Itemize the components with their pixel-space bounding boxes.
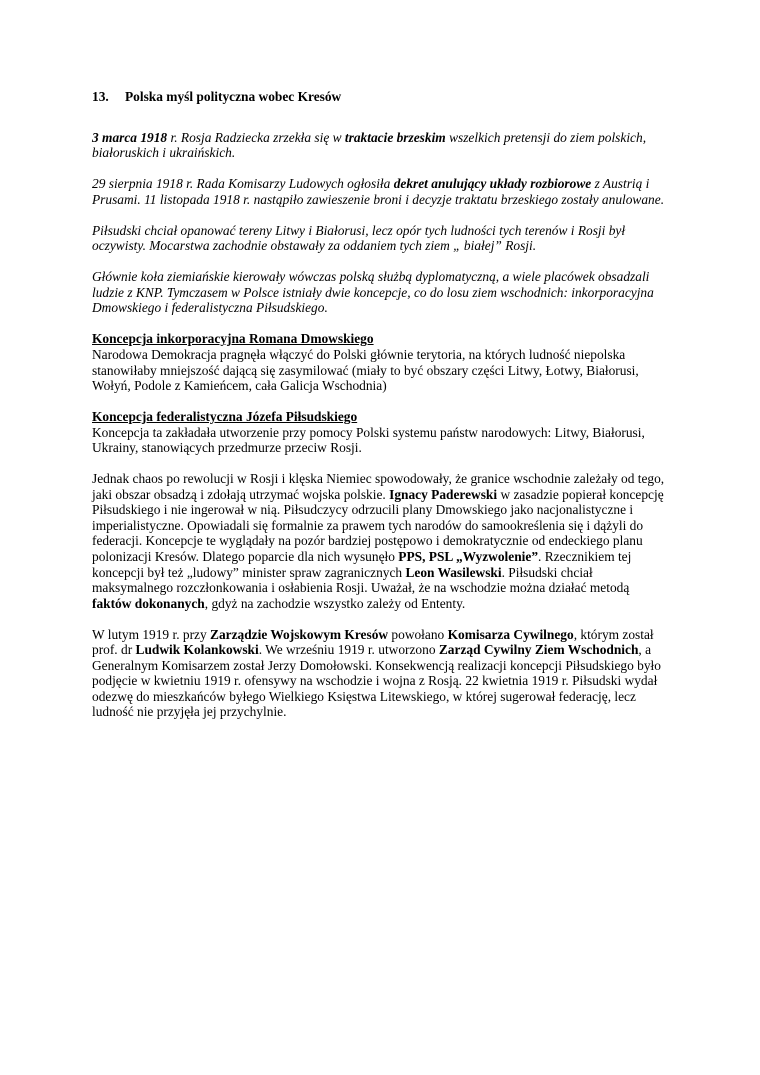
text-run: , którym został prof. dr bbox=[92, 626, 654, 658]
paragraph-brest-treaty bbox=[92, 130, 668, 161]
paragraph-1919-events bbox=[92, 627, 668, 720]
text-run: . Piłsudski chciał maksymalnego rozczłonkowania i osłabienia Rosji. Uważał, że na wschodzie można działać metodą bbox=[92, 564, 630, 596]
emphasized-text-run: 3 marca 1918 bbox=[92, 129, 168, 145]
emphasized-text-run: Leon Wasilewski bbox=[405, 564, 502, 580]
text-run: , gdyż na zachodzie wszystko zależy od Ententy. bbox=[204, 595, 466, 611]
text-run: z Austrią i Prusami. 11 listopada 1918 r. nastąpiło zawieszenie broni i decyzje traktatu brzeskiego zostały anulowane. bbox=[92, 176, 665, 207]
text-run: W lutym 1919 r. przy bbox=[92, 626, 211, 642]
emphasized-text-run: Koncepcja inkorporacyjna Romana Dmowskiego bbox=[92, 331, 374, 347]
text-run: Narodowa Demokracja pragnęła włączyć do Polski głównie terytoria, na których ludność niepolska stanowiłaby mniejszość dającą się zasymilować (miały to być obszary części Litwy, Łotwy, Białorusi, Wołyń, Podole z Kamieńcem, cała Galicja Wschodnia) bbox=[92, 347, 639, 394]
text-run: Piłsudski chciał opanować tereny Litwy i Białorusi, lecz opór tych ludności tych terenów i Rosji był oczywisty. Mocarstwa zachodnie obstawały za oddaniem tych ziem „ białej” Rosji. bbox=[92, 222, 626, 254]
paragraph-dmowski-concept bbox=[92, 347, 668, 394]
text-run: r. Rosja Radziecka zrzekła się w bbox=[167, 129, 345, 145]
section-heading-dmowski bbox=[92, 331, 668, 347]
emphasized-text-run: faktów dokonanych bbox=[92, 595, 205, 611]
paragraph-two-concepts bbox=[92, 269, 668, 316]
paragraph-decree bbox=[92, 176, 668, 207]
heading-number: 13. bbox=[92, 89, 109, 104]
emphasized-text-run: dekret anulujący układy rozbiorowe bbox=[393, 176, 592, 192]
emphasized-text-run: traktacie brzeskim bbox=[344, 129, 446, 145]
paragraph-chaos-after-revolution bbox=[92, 471, 668, 611]
text-run: , a Generalnym Komisarzem został Jerzy Domołowski. Konsekwencją realizacji koncepcji Piłsudskiego było podjęcie w kwietniu 1919 r. ofensywy na wschodzie i wojna z Rosją. 22 kwietnia 1919 r. Piłsudski wydał odezwę do mieszkańców byłego Wielkiego Księstwa Litewskiego, w której sugerował federację, lecz ludność nie przyjęła jej przychylnie. bbox=[92, 642, 661, 720]
text-run: powołano bbox=[388, 626, 448, 642]
text-run: Koncepcja ta zakładała utworzenie przy pomocy Polski systemu państw narodowych: Litwy, Białorusi, Ukrainy, stanowiących przedmurze przeciw Rosji. bbox=[92, 424, 645, 456]
emphasized-text-run: Koncepcja federalistyczna Józefa Piłsudskiego bbox=[92, 409, 358, 425]
emphasized-text-run: Komisarza Cywilnego bbox=[447, 626, 574, 642]
paragraph-pilsudski-concept bbox=[92, 425, 668, 456]
emphasized-text-run: Ludwik Kolankowski bbox=[135, 642, 259, 658]
text-run: wszelkich pretensji do ziem polskich, białoruskich i ukraińskich. bbox=[92, 129, 647, 161]
emphasized-text-run: PPS, PSL „Wyzwolenie” bbox=[398, 549, 539, 565]
text-run: 29 sierpnia 1918 r. Rada Komisarzy Ludowych ogłosiła bbox=[92, 176, 394, 192]
text-run: . We wrześniu 1919 r. utworzono bbox=[258, 642, 439, 658]
document-heading bbox=[92, 89, 668, 105]
text-run: w zasadzie popierał koncepcję Piłsudskiego i nie ingerował w nią. Piłsudczycy odrzucili plany Dmowskiego jako nacjonalistyczne i imperialistyczne. Opowiadali się formalnie za prawem tych narodów do samookreślenia się i dążyli do federacji. Koncepcje te wyglądały na pozór bardziej postępowo i demokratycznie od endeckiego planu polonizacji Kresów. Dlatego poparcie dla nich wysunęło bbox=[92, 486, 664, 565]
section-heading-pilsudski bbox=[92, 409, 668, 425]
document-body bbox=[92, 130, 668, 720]
emphasized-text-run: Zarząd Cywilny Ziem Wschodnich bbox=[438, 642, 639, 658]
heading-title: Polska myśl polityczna wobec Kresów bbox=[125, 89, 342, 104]
text-run: Głównie koła ziemiańskie kierowały wówczas polską służbą dyplomatyczną, a wiele placówek obsadzali ludzie z KNP. Tymczasem w Polsce istniały dwie koncepcje, co do losu ziem wschodnich: inkorporacyjna Dmowskiego i federalistyczna Piłsudskiego. bbox=[92, 269, 654, 316]
emphasized-text-run: Zarządzie Wojskowym Kresów bbox=[210, 626, 389, 642]
paragraph-pilsudski-plans bbox=[92, 223, 668, 254]
emphasized-text-run: Ignacy Paderewski bbox=[389, 486, 498, 502]
text-run: . Rzecznikiem tej koncepcji był też „ludowy” minister spraw zagranicznych bbox=[92, 549, 632, 580]
text-run: Jednak chaos po rewolucji w Rosji i klęska Niemiec spowodowały, że granice wschodnie zależały od tego, jaki obszar obsadzą i zdołają utrzymać wojska polskie. bbox=[92, 471, 665, 502]
